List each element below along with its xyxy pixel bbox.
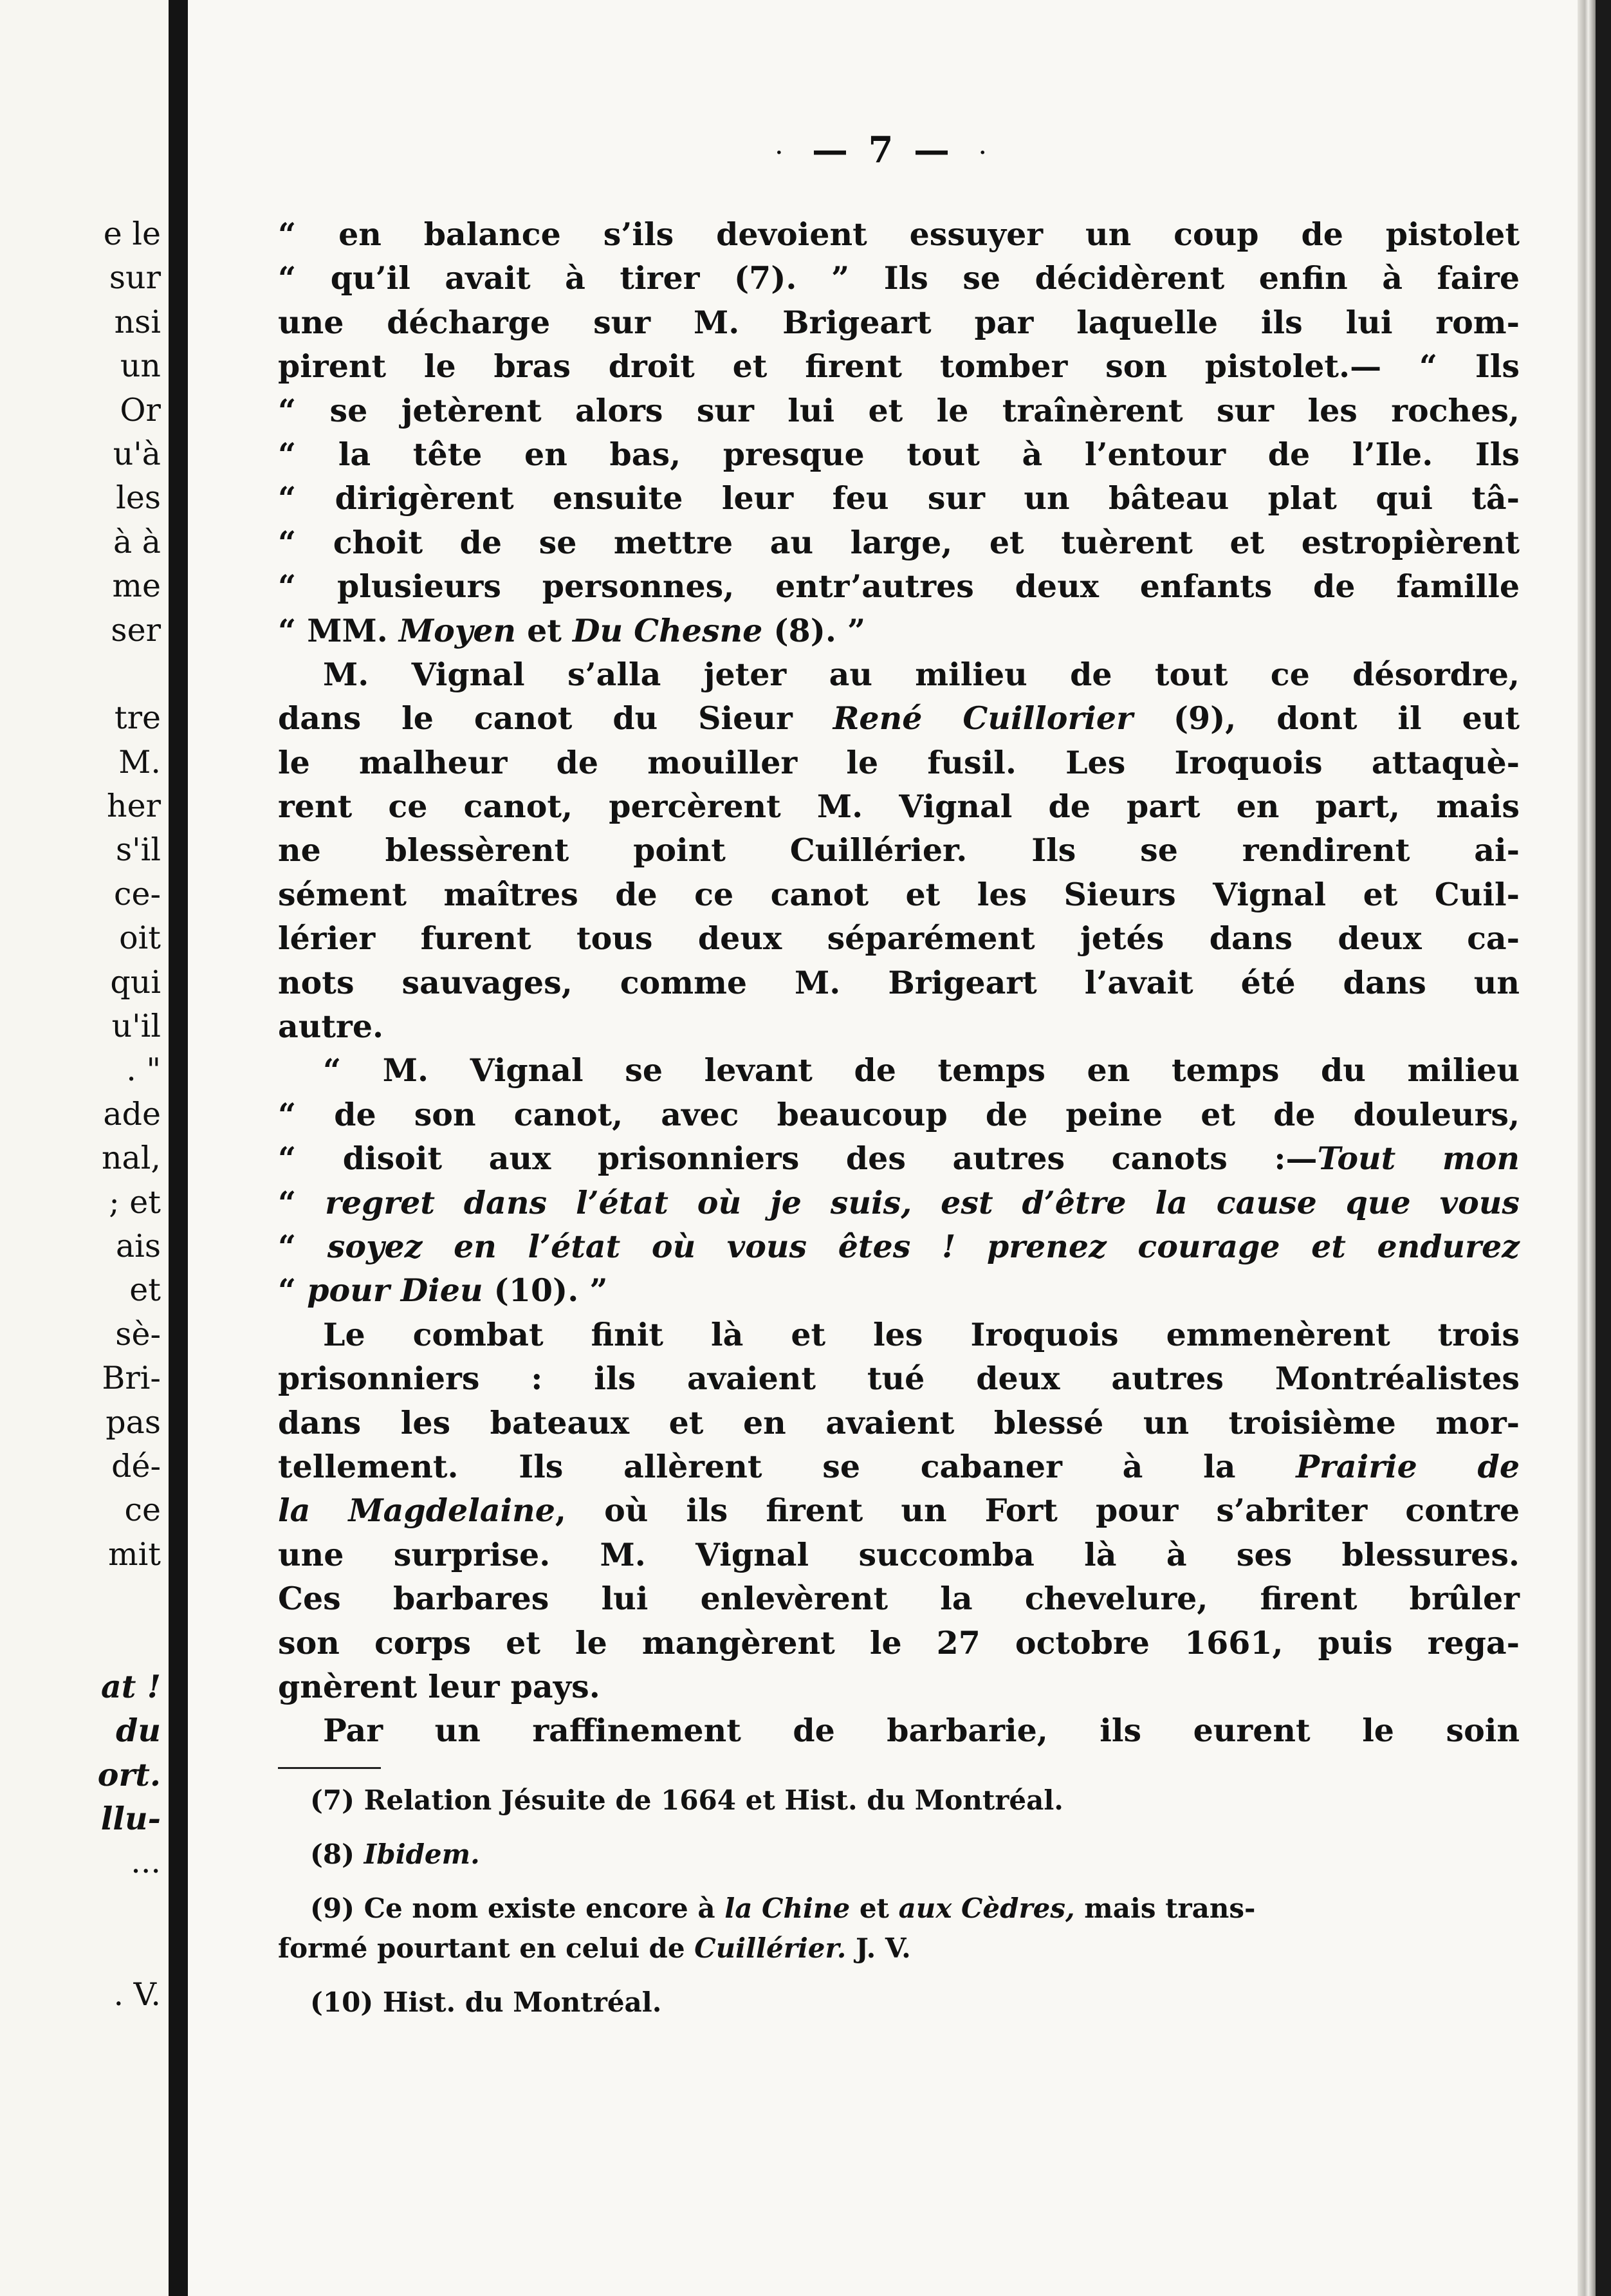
facing-page-text-edges <box>0 212 161 2017</box>
text-line <box>278 1225 1520 1268</box>
facing-page-line-fragment: ce <box>124 1492 161 1529</box>
text-segment: pirent le bras droit et firent tomber son pistolet.— “ Ils <box>278 347 1520 385</box>
text-segment: mais trans- <box>1074 1892 1256 1924</box>
facing-page-line-fragment: tre <box>114 699 161 737</box>
text-line <box>278 1621 1520 1665</box>
text-line <box>278 873 1520 916</box>
text-line <box>278 1004 1520 1048</box>
text-segment: gnèrent leur pays. <box>278 1667 600 1705</box>
text-segment: (10) Hist. du Montréal. <box>310 1986 662 2018</box>
text-segment: (7) Relation Jésuite de 1664 et Hist. du Montréal. <box>310 1784 1063 1816</box>
facing-page-line-fragment: ... <box>131 1844 161 1881</box>
facing-page-line-fragment: u'à <box>113 435 161 472</box>
text-line <box>278 256 1520 300</box>
text-segment: une décharge sur M. Brigeart par laquelle ils lui rom- <box>278 303 1520 341</box>
text-segment: “ dirigèrent ensuite leur feu sur un bâteau plat qui tâ- <box>278 479 1520 517</box>
facing-page-line-fragment: les <box>116 479 161 517</box>
italic-text: la Chine <box>724 1892 851 1924</box>
text-segment: “ choit de se mettre au large, et tuèrent et estropièrent <box>278 523 1520 561</box>
text-segment: et <box>850 1892 899 1924</box>
text-segment: formé pourtant en celui de <box>278 1932 695 1964</box>
facing-page-line-fragment: ; et <box>109 1183 161 1221</box>
footnote-continuation <box>278 1929 1520 1968</box>
text-segment: et <box>516 611 573 649</box>
book-gutter <box>169 0 188 2296</box>
text-segment: dans le canot du Sieur <box>278 699 833 737</box>
facing-page-line-fragment: at ! <box>101 1667 161 1705</box>
text-segment: ne blessèrent point Cuillérier. Ils se rendirent ai- <box>278 831 1520 869</box>
page-number: — 7 — <box>812 129 953 171</box>
facing-page-line-fragment <box>0 653 161 696</box>
italic-text: soyez en l’état où vous êtes ! prenez courage et endurez <box>327 1227 1520 1265</box>
facing-page-line-fragment: Or <box>120 391 161 429</box>
facing-page-line-fragment: et <box>129 1272 161 1309</box>
facing-page-line-fragment: ce- <box>114 875 161 912</box>
text-line <box>278 344 1520 388</box>
facing-page-line-fragment: her <box>107 788 161 825</box>
text-segment: “ <box>278 1272 308 1310</box>
text-segment: le malheur de mouiller le fusil. Les Iroquois attaquè- <box>278 743 1520 781</box>
text-line <box>278 1401 1520 1445</box>
text-line <box>278 212 1520 256</box>
text-segment: “ de son canot, avec beaucoup de peine et de douleurs, <box>278 1095 1520 1133</box>
text-line <box>278 609 1520 653</box>
italic-text: Tout mon <box>1317 1140 1520 1178</box>
facing-page-line-fragment: oit <box>119 920 161 957</box>
text-line <box>278 696 1520 740</box>
text-line <box>278 1533 1520 1577</box>
text-segment: “ <box>278 1227 327 1265</box>
text-line <box>278 741 1520 784</box>
facing-page-line-fragment: ser <box>111 611 161 649</box>
text-line <box>278 1181 1520 1225</box>
facing-page-line-fragment: nsi <box>114 303 161 340</box>
facing-page-line-fragment: sur <box>109 259 161 297</box>
italic-text: René Cuillorier <box>833 699 1133 737</box>
facing-page-line-fragment: M. <box>118 743 161 781</box>
facing-page-line-fragment: llu- <box>100 1800 161 1838</box>
facing-page-line-fragment <box>0 1621 161 1665</box>
facing-page-line-fragment: e le <box>103 216 161 252</box>
italic-text: Du Chesne <box>572 611 763 649</box>
body-text <box>278 212 1520 2037</box>
italic-text: Cuillérier. <box>694 1932 847 1964</box>
text-segment: “ MM. <box>278 611 399 649</box>
facing-page-line-fragment: . " <box>126 1051 161 1089</box>
facing-page-line-fragment <box>0 1885 161 1929</box>
text-segment: tellement. Ils allèrent se cabaner à la <box>278 1447 1296 1485</box>
book-page <box>188 0 1578 2296</box>
page-number-dot-left: · <box>775 141 787 164</box>
text-line <box>278 1356 1520 1400</box>
text-segment: (10). ” <box>483 1272 608 1310</box>
text-line <box>278 961 1520 1004</box>
text-segment: Ces barbares lui enlevèrent la chevelure, firent brûler <box>278 1580 1520 1618</box>
footnote <box>278 1781 1520 1820</box>
facing-page-line-fragment: u'il <box>111 1008 161 1045</box>
text-line <box>278 1445 1520 1488</box>
text-segment: dans les bateaux et en avaient blessé un troisième mor- <box>278 1403 1520 1441</box>
facing-page-line-fragment: ort. <box>97 1755 161 1793</box>
italic-text: regret dans l’état où je suis, est d’être la cause que vous <box>325 1183 1520 1221</box>
text-segment: Le combat finit là et les Iroquois emmenèrent trois <box>323 1315 1520 1353</box>
italic-text: la Magdelaine <box>278 1492 555 1530</box>
page-number-dot-right: · <box>979 141 990 164</box>
text-segment: , où ils firent un Fort pour s’abriter contre <box>555 1492 1520 1530</box>
text-line <box>278 1665 1520 1708</box>
text-line <box>278 1313 1520 1356</box>
text-segment: (8) <box>310 1838 364 1870</box>
facing-page-fragment <box>0 0 169 2296</box>
text-line <box>278 1093 1520 1136</box>
facing-page-line-fragment: sè- <box>115 1315 161 1353</box>
footnotes <box>278 1781 1520 2023</box>
facing-page-line-fragment: ade <box>103 1095 161 1133</box>
text-segment: “ en balance s’ils devoient essuyer un coup de pistolet <box>278 216 1520 253</box>
text-line <box>278 916 1520 960</box>
text-segment: nots sauvages, comme M. Brigeart l’avait été dans un <box>278 963 1520 1001</box>
text-segment: une surprise. M. Vignal succomba là à ses blessures. <box>278 1535 1520 1573</box>
text-segment: (9) Ce nom existe encore à <box>310 1892 725 1924</box>
text-segment: lérier furent tous deux séparément jetés dans deux ca- <box>278 920 1520 958</box>
facing-page-line-fragment: ais <box>115 1227 161 1264</box>
facing-page-line-fragment: du <box>116 1712 161 1750</box>
facing-page-line-fragment: pas <box>106 1403 161 1441</box>
text-line <box>278 1577 1520 1620</box>
facing-page-line-fragment: mit <box>108 1535 161 1573</box>
facing-page-line-fragment <box>0 1577 161 1620</box>
text-line <box>278 389 1520 432</box>
text-segment: “ plusieurs personnes, entr’autres deux enfants de famille <box>278 568 1520 606</box>
facing-page-line-fragment: . V. <box>113 1976 161 2013</box>
text-segment: (9), dont il eut <box>1132 699 1520 737</box>
text-segment: M. Vignal s’alla jeter au milieu de tout ce désordre, <box>323 655 1520 693</box>
text-segment: “ <box>278 1183 326 1221</box>
text-line <box>278 784 1520 828</box>
facing-page-line-fragment: qui <box>110 963 161 1001</box>
text-segment: sément maîtres de ce canot et les Sieurs Vignal et Cuil- <box>278 875 1520 913</box>
body-lines <box>278 212 1520 1753</box>
text-segment: “ disoit aux prisonniers des autres canots :— <box>278 1140 1318 1178</box>
text-line <box>278 1488 1520 1532</box>
text-segment: autre. <box>278 1008 384 1046</box>
text-line <box>278 828 1520 872</box>
facing-page-line-fragment: à à <box>113 523 161 560</box>
facing-page-line-fragment <box>0 1929 161 1972</box>
text-line <box>278 301 1520 344</box>
text-segment: “ la tête en bas, presque tout à l’entour de l’Ile. Ils <box>278 435 1520 473</box>
text-line <box>278 564 1520 608</box>
footnote-rule <box>278 1767 381 1769</box>
text-segment: (8). ” <box>762 611 866 649</box>
text-line <box>278 521 1520 564</box>
facing-page-line-fragment: s'il <box>116 831 161 869</box>
text-line <box>278 432 1520 476</box>
text-line <box>278 653 1520 696</box>
page-number-line <box>188 129 1578 171</box>
italic-text: pour Dieu <box>307 1272 483 1310</box>
text-segment: prisonniers : ils avaient tué deux autres Montréalistes <box>278 1360 1520 1398</box>
page-stack-edge <box>1578 0 1596 2296</box>
text-line <box>278 1048 1520 1092</box>
text-line <box>278 476 1520 520</box>
italic-text: Ibidem. <box>364 1838 480 1870</box>
facing-page-line-fragment: me <box>112 568 161 605</box>
facing-page-line-fragment: dé- <box>111 1447 161 1485</box>
italic-text: Prairie de <box>1296 1447 1520 1485</box>
text-segment: “ se jetèrent alors sur lui et le traînèrent sur les roches, <box>278 391 1520 429</box>
italic-text: aux Cèdres, <box>898 1892 1075 1924</box>
facing-page-line-fragment: Bri- <box>102 1360 161 1397</box>
text-line <box>278 1136 1520 1180</box>
text-segment: rent ce canot, percèrent M. Vignal de part en part, mais <box>278 788 1520 826</box>
facing-page-line-fragment: un <box>120 347 161 385</box>
italic-text: Moyen <box>398 611 517 649</box>
text-segment: “ M. Vignal se levant de temps en temps du milieu <box>323 1051 1520 1089</box>
footnote <box>278 1835 1520 1875</box>
text-line <box>278 1268 1520 1312</box>
text-segment: J. V. <box>846 1932 911 1964</box>
footnote <box>278 1983 1520 2023</box>
text-line <box>278 1708 1520 1752</box>
text-segment: son corps et le mangèrent le 27 octobre 1661, puis rega- <box>278 1624 1520 1662</box>
footnote <box>278 1889 1520 1929</box>
page-stack-shadow <box>1596 0 1611 2296</box>
text-segment: “ qu’il avait à tirer (7). ” Ils se décidèrent enfin à faire <box>278 259 1520 297</box>
facing-page-line-fragment: nal, <box>101 1140 161 1177</box>
text-segment: Par un raffinement de barbarie, ils eurent le soin <box>323 1712 1520 1750</box>
